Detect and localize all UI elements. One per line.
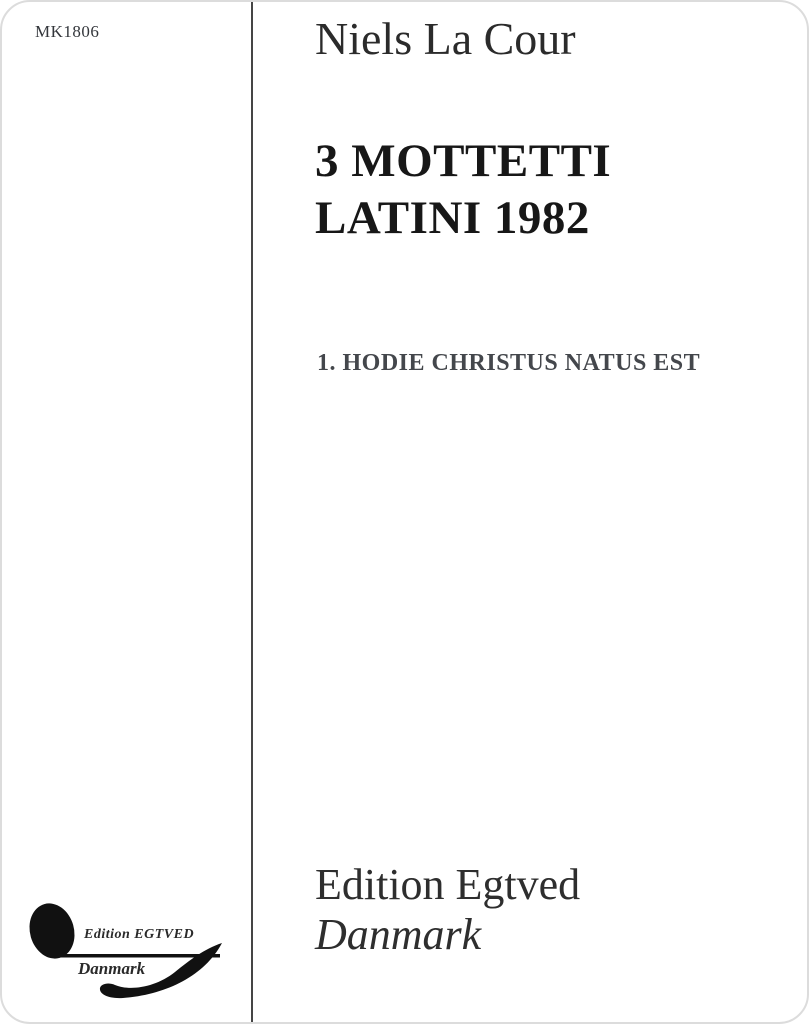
composer-name: Niels La Cour bbox=[315, 13, 576, 64]
catalog-number: MK1806 bbox=[35, 22, 100, 41]
publisher-country: Danmark bbox=[315, 910, 482, 959]
column-divider-line bbox=[251, 2, 253, 1022]
logo-country-text: Danmark bbox=[78, 959, 146, 978]
publisher-logo bbox=[2, 885, 252, 1015]
work-title-line1: 3 MOTTETTI bbox=[315, 135, 612, 187]
movement-title: 1. HODIE CHRISTUS NATUS EST bbox=[317, 350, 701, 376]
publisher-block bbox=[315, 860, 580, 960]
work-title bbox=[315, 133, 611, 247]
logo-publisher-text: Edition EGTVED bbox=[84, 927, 195, 942]
publisher-logo-graphic bbox=[2, 885, 252, 1015]
work-title-line2: LATINI 1982 bbox=[315, 192, 590, 244]
publisher-name: Edition Egtved bbox=[315, 860, 581, 909]
